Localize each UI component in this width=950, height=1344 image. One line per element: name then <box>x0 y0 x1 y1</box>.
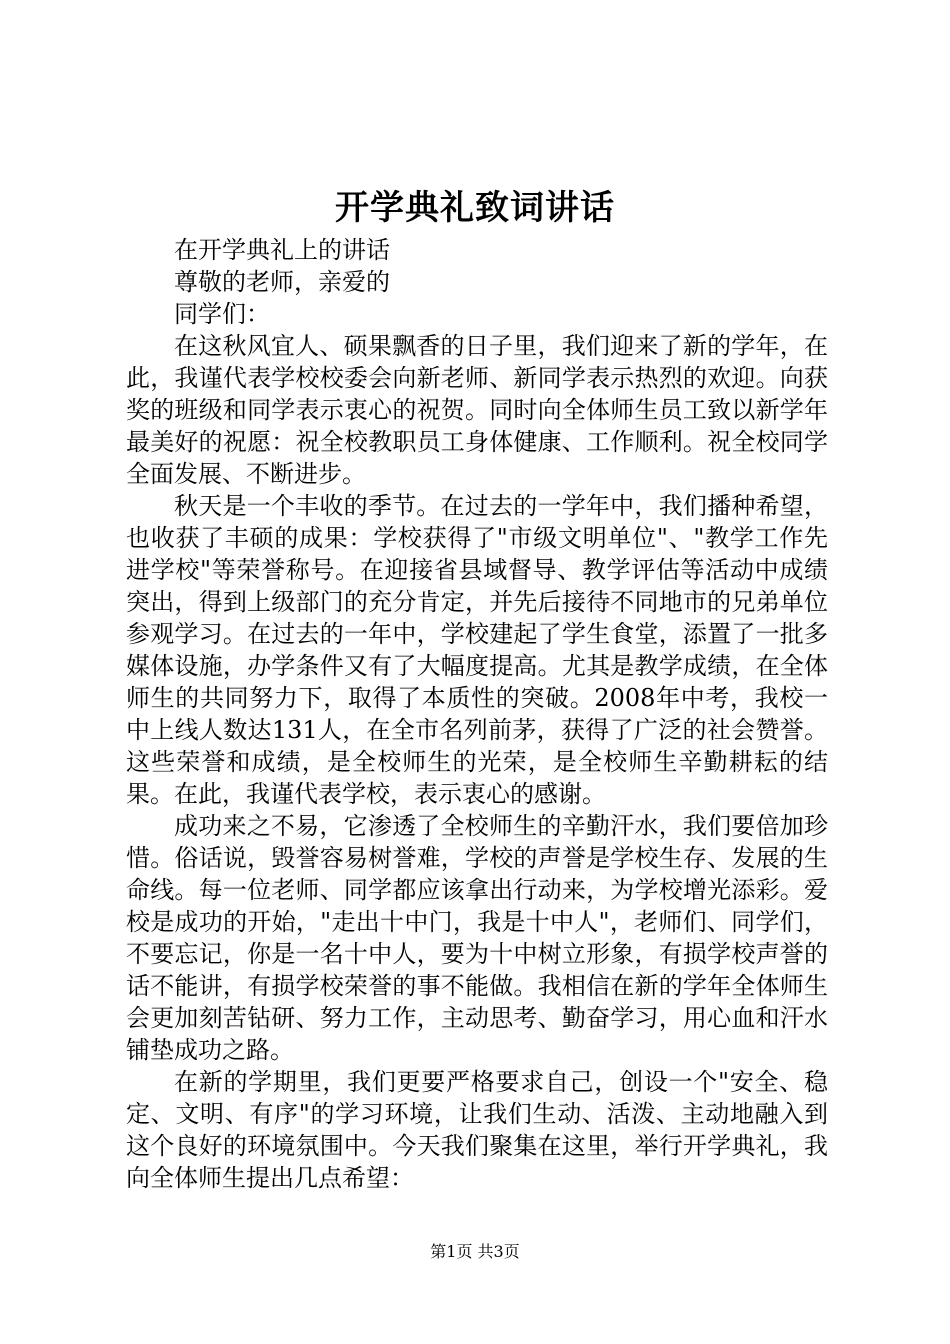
document-title: 开学典礼致词讲话 <box>335 188 615 228</box>
paragraph-reputation: 成功来之不易，它渗透了全校师生的辛勤汗水，我们要倍加珍惜。俗话说，毁誉容易树誉难，学校的声誉是学校生存、发展的生命线。每一位老师、同学都应该拿出行动来，为学校增光添彩。爱校是成功的开始，"走出十中门，我是十中人"，老师们、同学们，不要忘记，你是一名十中人，要为十中树立形象，有损学校声誉的话不能讲，有损学校荣誉的事不能做。我相信在新的学年全体师生会更加刻苦钻研、努力工作，主动思考、勤奋学习，用心血和汗水铺垫成功之路。 <box>126 812 828 1064</box>
paragraph-new-semester: 在新的学期里，我们更要严格要求自己，创设一个"安全、稳定、文明、有序"的学习环境，让我们生动、活泼、主动地融入到这个良好的环境氛围中。今天我们聚集在这里，举行开学典礼，我向全体师生提出几点希望： <box>126 1068 828 1192</box>
paragraph-welcome: 在这秋风宜人、硕果飘香的日子里，我们迎来了新的学年，在此，我谨代表学校校委会向新老师、新同学表示热烈的欢迎。向获奖的班级和同学表示衷心的祝贺。同时向全体师生员工致以新学年最美好的祝愿：祝全校教职员工身体健康、工作顺利。祝全校同学全面发展、不断进步。 <box>126 332 828 488</box>
page-footer: 第1页 共3页 <box>430 1242 520 1261</box>
document-body <box>126 234 828 1194</box>
paragraph-salutation-2: 同学们： <box>174 300 270 328</box>
paragraph-heading: 在开学典礼上的讲话 <box>174 236 390 264</box>
paragraph-achievements: 秋天是一个丰收的季节。在过去的一学年中，我们播种希望，也收获了丰硕的成果：学校获得了"市级文明单位"、"教学工作先进学校"等荣誉称号。在迎接省县域督导、教学评估等活动中成绩突出，得到上级部门的充分肯定，并先后接待不同地市的兄弟单位参观学习。在过去的一年中，学校建起了学生食堂，添置了一批多媒体设施，办学条件又有了大幅度提高。尤其是教学成绩，在全体师生的共同努力下，取得了本质性的突破。2008年中考，我校一中上线人数达131人，在全市名列前茅，获得了广泛的社会赞誉。这些荣誉和成绩，是全校师生的光荣，是全校师生辛勤耕耘的结果。在此，我谨代表学校，表示衷心的感谢。 <box>126 492 828 808</box>
paragraph-salutation-1: 尊敬的老师，亲爱的 <box>174 268 390 296</box>
